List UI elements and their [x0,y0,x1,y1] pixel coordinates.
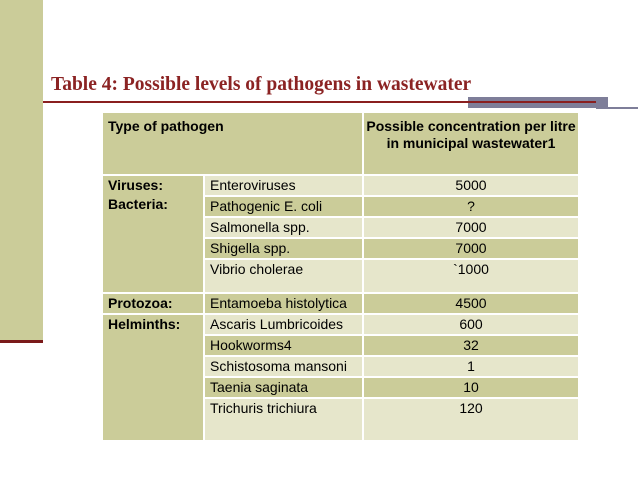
table-row [103,376,578,397]
row-value: 7000 [362,237,578,258]
row-category [103,237,203,258]
row-organism: Entamoeba histolytica [203,292,362,313]
row-organism: Enteroviruses [203,174,362,195]
row-value: 4500 [362,292,578,313]
row-organism: Vibrio cholerae [203,258,362,279]
title-rule [43,101,596,103]
header-type: Type of pathogen [103,113,362,174]
row-category: Viruses: [103,174,203,195]
table-header-row [103,113,578,174]
row-value: ? [362,195,578,216]
table-row [103,258,578,279]
row-value: 10 [362,376,578,397]
row-organism: Taenia saginata [203,376,362,397]
row-category [103,355,203,376]
side-band [0,0,43,340]
table-row [103,292,578,313]
table-row [103,397,578,418]
table-row [103,355,578,376]
table-spacer-row [103,279,578,292]
table-row [103,334,578,355]
header-concentration: Possible concentration per litre in municipal wastewater1 [362,113,578,174]
row-organism: Shigella spp. [203,237,362,258]
table-row [103,237,578,258]
row-organism: Schistosoma mansoni [203,355,362,376]
row-value: 7000 [362,216,578,237]
row-organism: Hookworms4 [203,334,362,355]
row-category: Protozoa: [103,292,203,313]
title-rule-accent-line [596,107,638,109]
row-organism: Salmonella spp. [203,216,362,237]
row-category [103,258,203,279]
row-category [103,376,203,397]
row-organism: Pathogenic E. coli [203,195,362,216]
table-row [103,216,578,237]
row-organism: Trichuris trichiura [203,397,362,418]
table-row [103,195,578,216]
row-value: 1 [362,355,578,376]
side-divider [0,340,43,343]
row-value: 120 [362,397,578,418]
row-category [103,334,203,355]
table-spacer-row [103,418,578,440]
row-category [103,397,203,418]
row-value: `1000 [362,258,578,279]
row-value: 600 [362,313,578,334]
row-value: 32 [362,334,578,355]
row-category: Bacteria: [103,195,203,216]
row-category: Helminths: [103,313,203,334]
pathogen-table [103,113,578,435]
table-row [103,174,578,195]
row-category [103,216,203,237]
row-organism: Ascaris Lumbricoides [203,313,362,334]
slide-title: Table 4: Possible levels of pathogens in wastewater [51,74,472,95]
row-value: 5000 [362,174,578,195]
table-row [103,313,578,334]
